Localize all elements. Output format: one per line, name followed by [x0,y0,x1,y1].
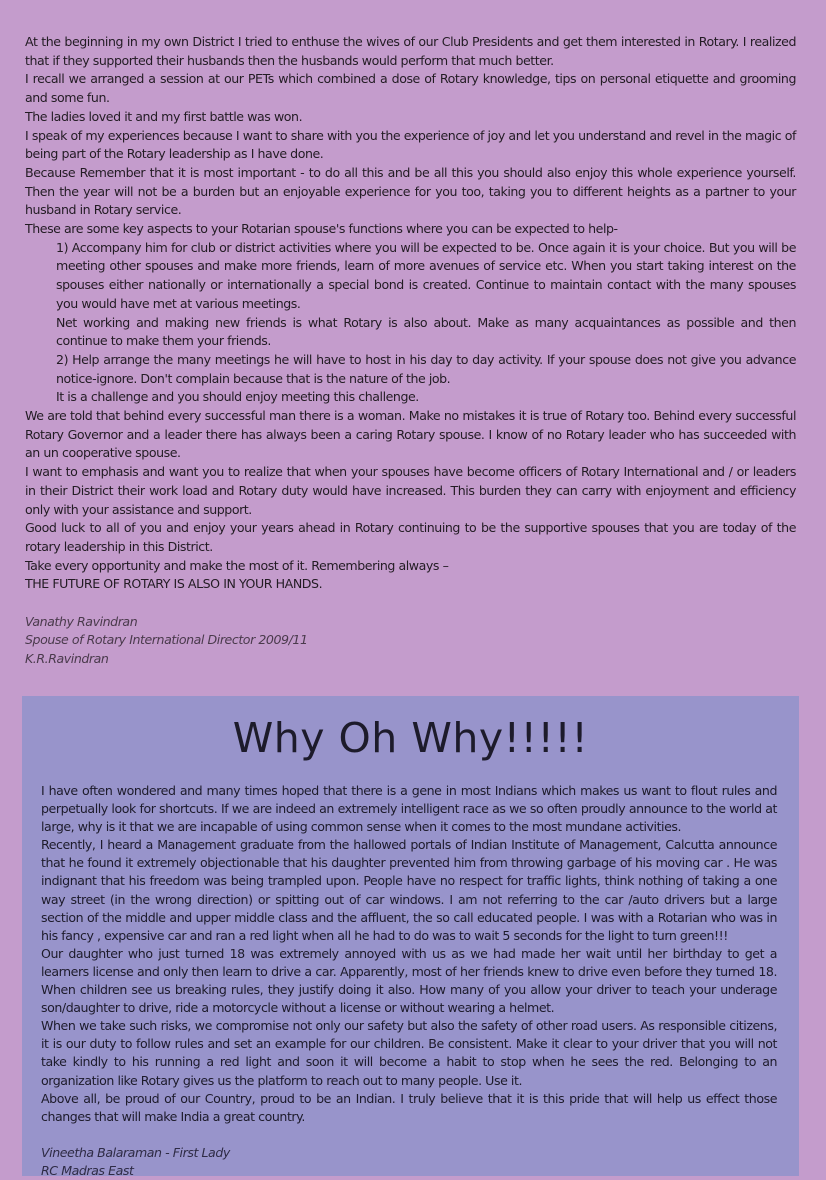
paragraph: I want to emphasis and want you to realize that when your spouses have become officers of Rotary International and / or leaders in their District their work load and Rotary duty would have increased. This burden they can carry with enjoyment and efficiency only with your assistance and support. [25,464,796,517]
signature-spouse: K.R.Ravindran [25,651,109,667]
list-item: It is a challenge and you should enjoy meeting this challenge. [56,389,419,405]
paragraph: When we take such risks, we compromise not only our safety but also the safety of other road users. As responsible citizens, it is our duty to follow rules and set an example for our children. Be consistent. Make it clear to your driver that you will not take kindly to his running a red light and soon it will become a habit to stop when he sees the red. Belonging to an organization like Rotary gives us the platform to reach out to many people. Use it. [41,1018,777,1088]
paragraph: I have often wondered and many times hoped that there is a gene in most Indians which makes us want to flout rules and perpetually look for shortcuts. If we are indeed an extremely intelligent race as we so often proudly announce to the world at large, why is it that we are incapable of using common sense when it comes to the most mundane activities. [41,783,777,835]
signature-name: Vanathy Ravindran [25,613,138,629]
paragraph: I recall we arranged a session at our PETs which combined a dose of Rotary knowledge, tips on personal etiquette and grooming and some fun. [25,71,796,106]
list-item: Net working and making new friends is what Rotary is also about. Make as many acquaintances as possible and then continue to make them your friends. [56,314,796,349]
paragraph: Good luck to all of you and enjoy your years ahead in Rotary continuing to be the supportive spouses that you are today of the rotary leadership in this District. [25,520,796,554]
paragraph: THE FUTURE OF ROTARY IS ALSO IN YOUR HANDS. [25,576,323,592]
paragraph: Our daughter who just turned 18 was extremely annoyed with us as we had made her wait until her birthday to get a learners license and only then learn to drive a car. Apparently, most of her friends knew to drive even before they turned 18. When children see us breaking rules, they justify doing it also. How many of you allow your driver to teach your underage son/daughter to drive, ride a motorcycle without a license or without wearing a helmet. [41,945,777,1016]
paragraph: Above all, be proud of our Country, proud to be an Indian. I truly believe that it is this pride that will help us effect those changes that will make India a great country. [41,1090,777,1124]
list-item: 2) Help arrange the many meetings he will have to host in his day to day activity. If your spouse does not give you advance notice-ignore. Don't complain because that is the nature of the job. [56,351,796,386]
signature-block [41,1144,777,1180]
paragraph: I speak of my experiences because I want to share with you the experience of joy and let you understand and revel in the magic of being part of the Rotary leadership as I have done. [25,127,796,162]
signature-title: Spouse of Rotary International Director 2009/11 [25,632,308,648]
paragraph: We are told that behind every successful man there is a woman. Make no mistakes it is true of Rotary too. Behind every successful Rotary Governor and a leader there has always been a caring Rotary spouse. I know of no Rotary leader who has succeeded with an un cooperative spouse. [25,408,796,461]
article-title: Why Oh Why!!!!! [232,714,589,762]
signature-name: Vineetha Balaraman - First Lady [41,1144,230,1160]
paragraph: These are some key aspects to your Rotarian spouse's functions where you can be expected to help- [25,221,618,237]
article-rotary-spouse [25,33,796,669]
article-why-oh-why-box [22,696,799,1176]
signature-club: RC Madras East [41,1162,134,1178]
article-body [41,782,777,1180]
list-item: 1) Accompany him for club or district activities where you will be expected to be. Once again it is your choice. But you will be meeting other spouses and make more friends, learn of more avenues of service etc. When you start taking interest on the spouses either nationally or internationally a special bond is created. Continue to maintain contact with the many spouses you would have met at various meetings. [56,239,796,311]
paragraph: Because Remember that it is most important - to do all this and be all this you should also enjoy this whole experience yourself. Then the year will not be a burden but an enjoyable experience for you too, taking you to different heights as a partner to your husband in Rotary service. [25,164,796,218]
paragraph: Recently, I heard a Management graduate from the hallowed portals of Indian Institute of Management, Calcutta announce that he found it extremely objectionable that his daughter prevented him from throwing garbage of his moving car . He was indignant that his freedom was being trampled upon. People have no respect for traffic lights, think nothing of taking a one way street (in the wrong direction) or spitting out of car windows. I am not referring to the car /auto drivers but a large section of the middle and upper middle class and the affluent, the so call educated people. I was with a Rotarian who was in his fancy , expensive car and ran a red light when all he had to do was to wait 5 seconds for the light to turn green!!! [41,837,777,943]
paragraph: Take every opportunity and make the most of it. Remembering always – [25,557,449,573]
paragraph: The ladies loved it and my first battle was won. [25,108,303,124]
paragraph: At the beginning in my own District I tried to enthuse the wives of our Club Presidents and get them interested in Rotary. I realized that if they supported their husbands then the husbands would perform that much better. [25,34,796,68]
signature-block [25,613,796,669]
